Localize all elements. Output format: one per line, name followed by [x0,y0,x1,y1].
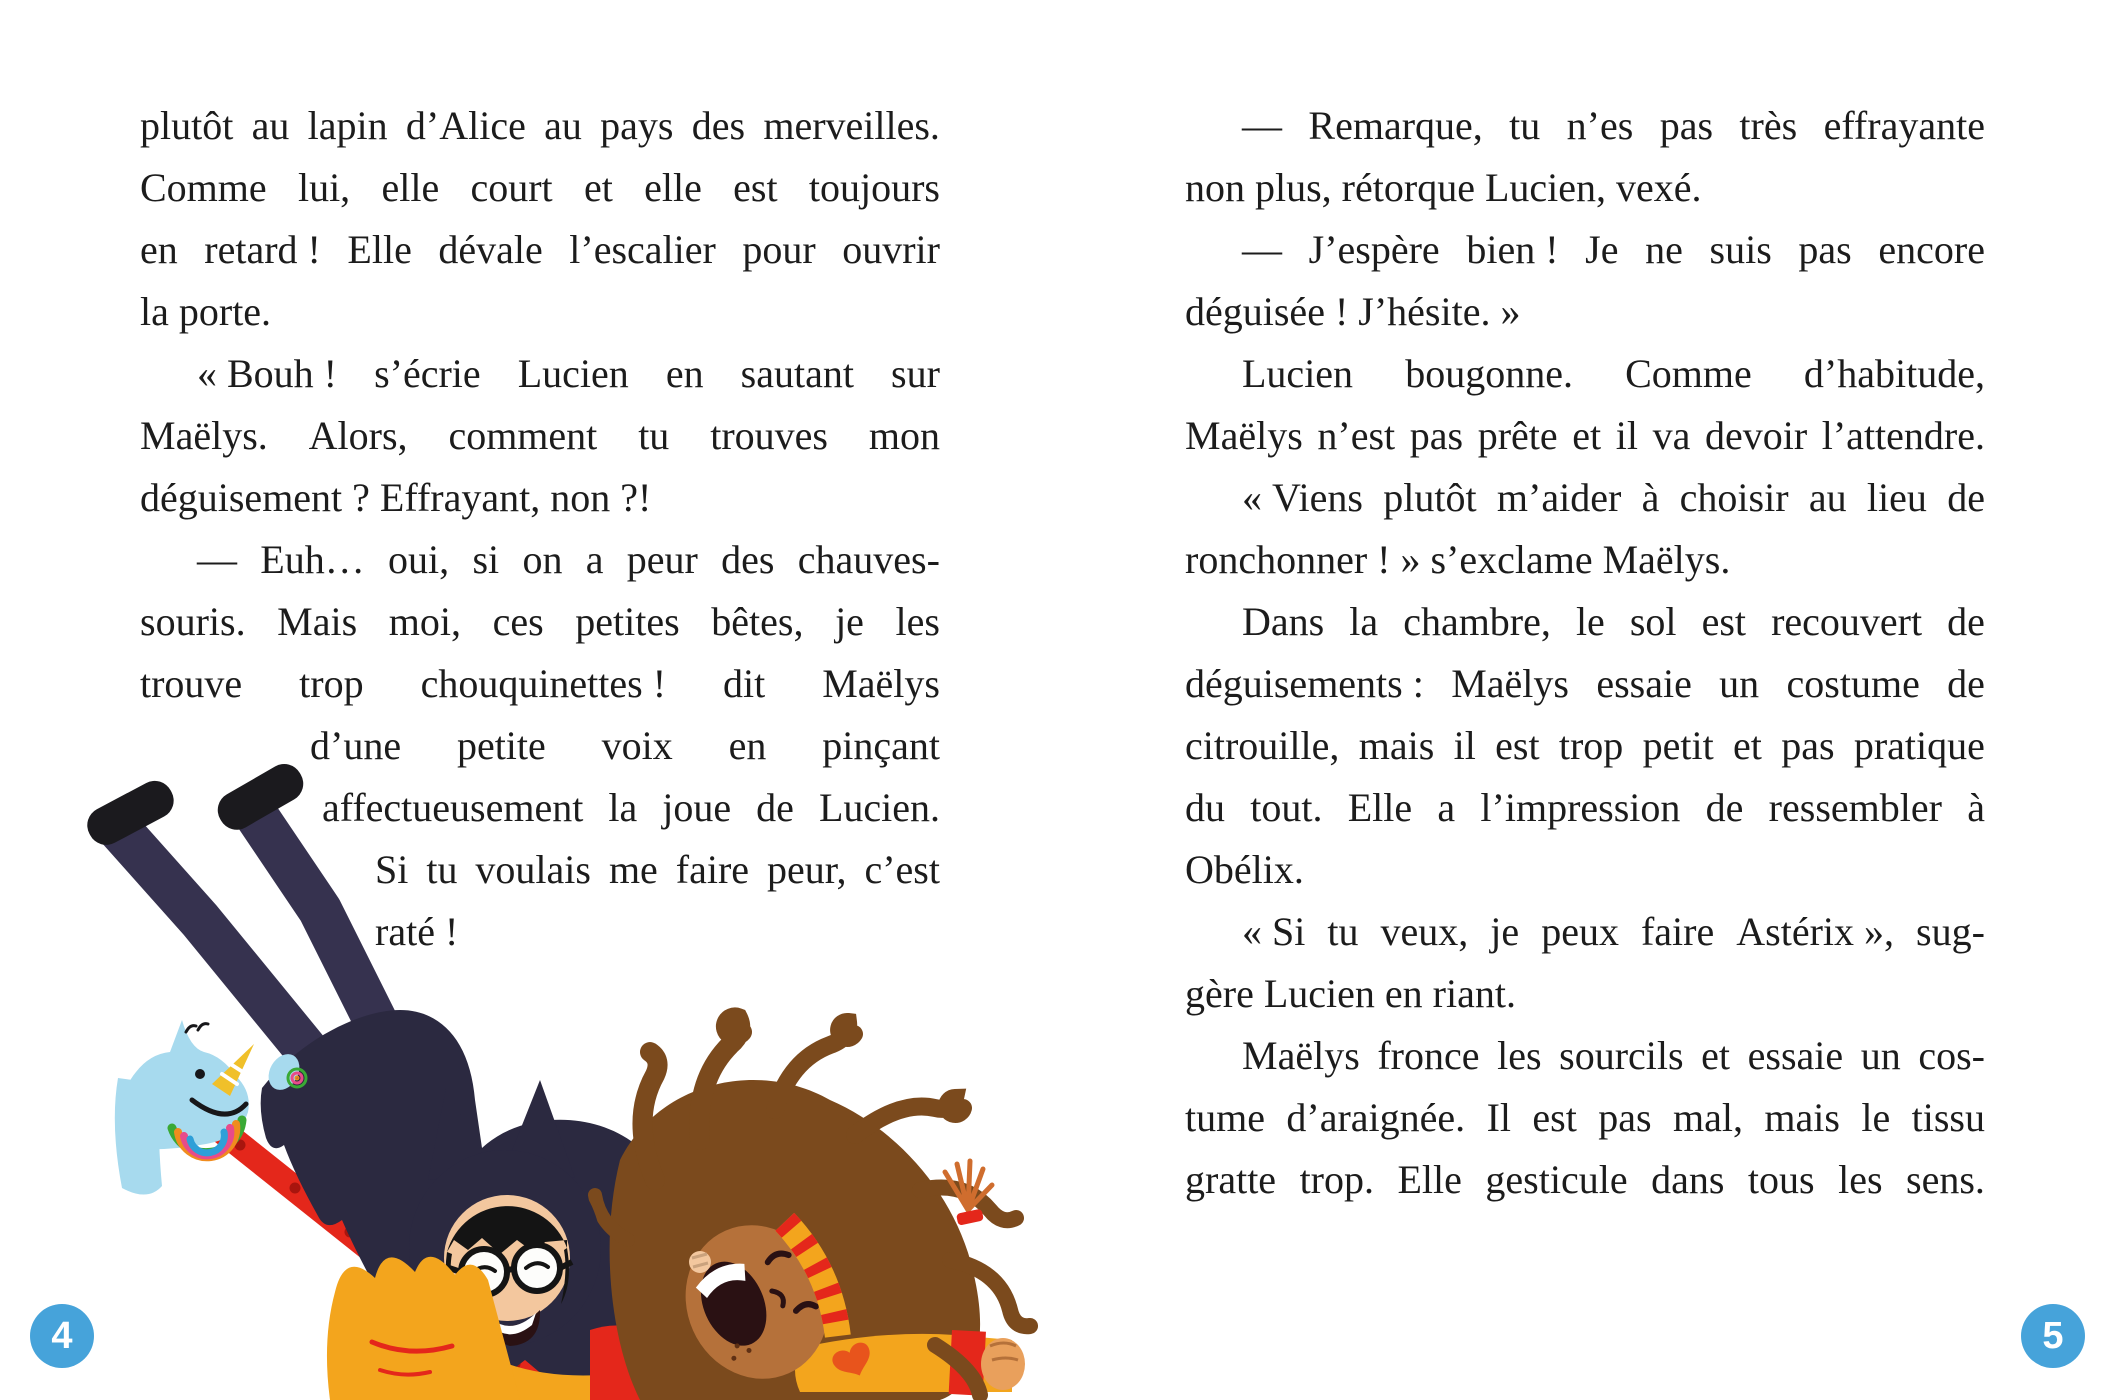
text-line: Maëlys n’est pas prête et il va devoir l’attendre. [1185,413,1985,458]
text-line: — Euh… oui, si on a peur des chauves- [197,537,940,582]
text-line: « Bouh ! s’écrie Lucien en sautant sur [197,351,940,396]
text-line: Si tu voulais me faire peur, c’est [375,847,940,892]
text-line: affectueusement la joue de Lucien. [322,785,940,830]
text-line: déguisements : Maëlys essaie un costume de [1185,661,1985,706]
girl-hand [981,1338,1025,1390]
page-number-badge: 4 [30,1304,94,1368]
girl-bracelet [956,1209,984,1226]
text-line: d’une petite voix en pinçant [310,723,940,768]
text-line: la porte. [140,289,272,334]
text-line: Lucien bougonne. Comme d’habitude, [1242,351,1985,396]
page-5-text [1185,95,1985,1211]
text-line: Dans la chambre, le sol est recouvert de [1242,599,1985,644]
text-line: en retard ! Elle dévale l’escalier pour ouvrir [140,227,940,272]
text-line: du tout. Elle a l’impression de ressembler à [1185,785,1985,830]
text-line: « Si tu veux, je peux faire Astérix », sug- [1242,909,1985,954]
text-line: gratte trop. Elle gesticule dans tous les sens. [1185,1157,1985,1202]
text-line: Obélix. [1185,847,1304,892]
unicorn-eye [195,1069,205,1079]
text-line: déguisée ! J’hésite. » [1185,289,1521,334]
text-line: citrouille, mais il est trop petit et pas pratique [1185,723,1985,768]
text-line: souris. Mais moi, ces petites bêtes, je les [140,599,940,644]
text-line: « Viens plutôt m’aider à choisir au lieu de [1242,475,1985,520]
story-illustration [0,680,1056,1400]
text-line: plutôt au lapin d’Alice au pays des merveilles. [140,103,940,148]
text-line: Maëlys fronce les sourcils et essaie un cos- [1242,1033,1985,1078]
text-line: raté ! [375,909,459,954]
text-line: Comme lui, elle court et elle est toujours [140,165,940,210]
text-line: déguisement ? Effrayant, non ?! [140,475,652,520]
text-line: trouve trop chouquinettes ! dit Maëlys [140,661,940,706]
boy-pinching-hand [689,1251,711,1273]
text-line: non plus, rétorque Lucien, vexé. [1185,165,1702,210]
text-line: gère Lucien en riant. [1185,971,1516,1016]
page-number-badge: 5 [2021,1304,2085,1368]
text-line: — Remarque, tu n’es pas très effrayante [1242,103,1985,148]
text-line: tume d’araignée. Il est pas mal, mais le tissu [1185,1095,1985,1140]
text-line: Maëlys. Alors, comment tu trouves mon [140,413,940,458]
text-line: ronchonner ! » s’exclame Maëlys. [1185,537,1731,582]
text-line: — J’espère bien ! Je ne suis pas encore [1242,227,1985,272]
